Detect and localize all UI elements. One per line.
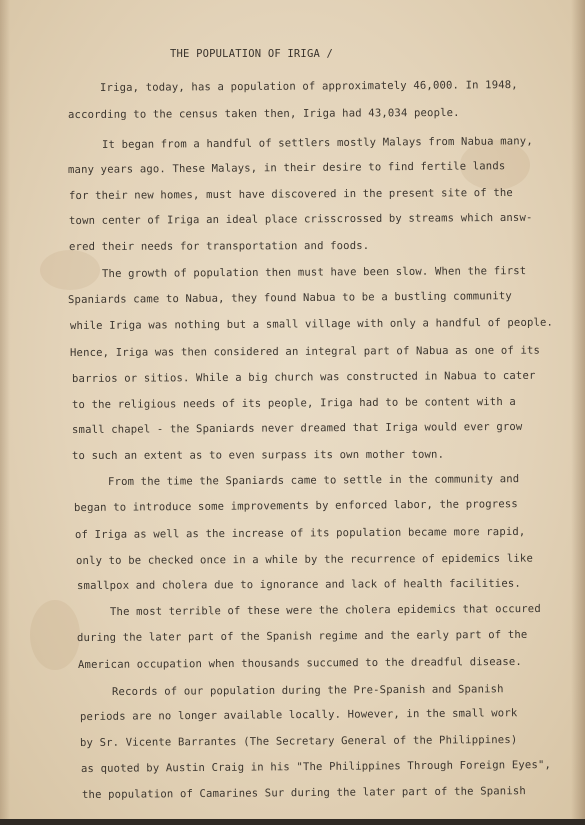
text-line: Iriga, today, has a population of approximately 46,000. In 1948, [99,79,518,94]
page-edge-shadow-right [571,0,585,825]
text-line: according to the census taken then, Iriga had 43,034 people. [67,106,460,121]
text-line: smallpox and cholera due to ignorance and lack of health facilities. [76,577,521,592]
text-line: From the time the Spaniards came to settle in the community and [107,473,520,488]
text-line: as quoted by Austin Craig in his "The Philippines Through Foreign Eyes", [80,758,552,775]
text-line: The most terrible of these were the cholera epidemics that occured [109,602,541,618]
text-line: Spaniards came to Nabua, they found Nabua to be a bustling community [67,290,512,306]
text-line: to such an extent as to even surpass its own mother town. [71,448,445,462]
text-line: only to be checked once in a while by the recurrence of epidemics like [75,552,533,567]
text-line: the population of Camarines Sur during the later part of the Spanish [81,785,526,801]
page-edge-shadow-left [0,0,10,825]
text-line: by Sr. Vicente Barrantes (The Secretary General of the Philippines) [79,733,518,749]
text-line: to the religious needs of its people, Iriga had to be content with a [71,395,516,411]
text-line: The growth of population then must have been slow. When the first [101,265,527,280]
text-line: during the later part of the Spanish regime and the early part of the [76,628,528,644]
text-line: It began from a handful of settlers mostly Malays from Nabua many, [101,135,533,151]
text-line: barrios or sitios. While a big church was constructed in Nabua to cater [71,369,536,385]
text-line: many years ago. These Malays, in their desire to find fertile lands [67,160,506,176]
text-line: ered their needs for transportation and foods. [68,239,370,253]
text-line: Hence, Iriga was then considered an integral part of Nabua as one of its [69,344,541,359]
text-line: Records of our population during the Pre-Spanish and Spanish [111,683,504,698]
text-line: for their new homes, must have discovered in the present site of the [68,186,513,202]
paper-stain [30,600,80,670]
text-line: periods are no longer available locally. However, in the small work [79,707,518,723]
paper-stain [40,250,100,290]
scan-footer-bar [0,819,585,825]
text-line: of Iriga as well as the increase of its population became more rapid, [74,525,526,541]
text-line: town center of Iriga an ideal place crisscrossed by streams which answ- [68,211,533,227]
text-line: while Iriga was nothing but a small village with only a handful of people. [69,316,554,332]
text-line: American occupation when thousands succumed to the dreadful disease. [77,655,522,671]
text-line: began to introduce some improvements by enforced labor, the progress [73,498,518,514]
text-line: small chapel - the Spaniards never dreamed that Iriga would ever grow [71,420,523,436]
document-title: THE POPULATION OF IRIGA / [170,48,334,60]
